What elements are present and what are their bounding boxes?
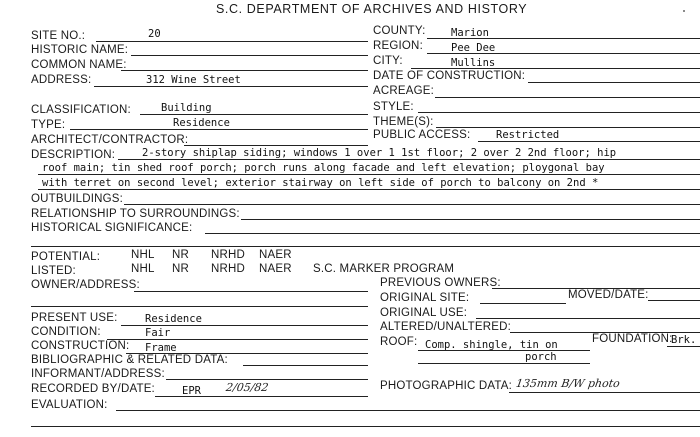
moved-date-line[interactable] (648, 300, 700, 301)
recorded-by-value[interactable]: EPR (182, 385, 201, 397)
themes-line[interactable] (436, 127, 700, 128)
bibliographic-label: BIBLIOGRAPHIC & RELATED DATA: (31, 354, 228, 366)
recorded-by-label: RECORDED BY/DATE: (31, 383, 155, 395)
type-value[interactable]: Residence (173, 117, 230, 129)
site-no-line (96, 41, 368, 42)
informant-line[interactable] (166, 379, 368, 380)
informant-label: INFORMANT/ADDRESS: (31, 368, 165, 380)
classification-value[interactable]: Building (161, 102, 212, 114)
potential-option-nr[interactable]: NR (172, 249, 190, 261)
date-of-construction-line[interactable] (528, 82, 700, 83)
relationship-line[interactable] (241, 219, 700, 220)
original-use-label: ORIGINAL USE: (380, 307, 468, 319)
previous-owners-label: PREVIOUS OWNERS: (380, 277, 501, 289)
style-line[interactable] (418, 112, 700, 113)
type-line (70, 129, 368, 130)
description-rule-2 (38, 174, 700, 175)
evaluation-label: EVALUATION: (31, 399, 108, 411)
original-site-label: ORIGINAL SITE: (380, 292, 470, 304)
foundation-value[interactable]: Brk. (671, 334, 697, 346)
section-divider (31, 246, 700, 247)
bibliographic-line[interactable] (243, 365, 368, 366)
potential-label: POTENTIAL: (31, 251, 101, 263)
listed-option-nrhd[interactable]: NRHD (211, 263, 246, 275)
present-use-label: PRESENT USE: (31, 312, 118, 324)
present-use-line (121, 325, 368, 326)
recorded-date-handwritten[interactable]: 2/05/82 (225, 381, 270, 394)
marker-program-label: S.C. MARKER PROGRAM (313, 263, 455, 275)
description-line-1[interactable]: 2-story shiplap siding; windows 1 over 1 1st floor; 2 over 2 2nd floor; hip (142, 147, 617, 159)
county-value[interactable]: Marion (451, 27, 489, 39)
construction-value[interactable]: Frame (145, 342, 177, 354)
region-value[interactable]: Pee Dee (451, 42, 496, 54)
county-label: COUNTY: (373, 25, 426, 37)
site-no-value[interactable]: 20 (148, 28, 161, 40)
roof-label: ROOF: (380, 336, 418, 348)
acreage-label: ACREAGE: (373, 85, 435, 97)
photographic-data-label: PHOTOGRAPHIC DATA: (380, 380, 513, 392)
address-value[interactable]: 312 Wine Street (146, 74, 241, 86)
condition-label: CONDITION: (31, 326, 101, 338)
description-rule-1 (118, 159, 700, 160)
original-use-line[interactable] (476, 318, 700, 319)
owner-address-line[interactable] (134, 291, 368, 292)
roof-value[interactable]: Comp. shingle, tin on (425, 339, 558, 351)
photographic-data-handwritten[interactable]: 135mm B/W photo (515, 377, 621, 390)
date-of-construction-label: DATE OF CONSTRUCTION: (373, 70, 526, 82)
roof-value-continued[interactable]: porch (525, 351, 557, 363)
city-value[interactable]: Mullins (451, 57, 496, 69)
description-line-2[interactable]: roof main; tin shed roof porch; porch runs along facade and left elevation; ploygonal bay (42, 162, 605, 174)
roof-line-2 (418, 363, 590, 364)
public-access-value[interactable]: Restricted (496, 129, 560, 141)
themes-label: THEME(S): (373, 116, 434, 128)
roof-line (418, 350, 590, 351)
public-access-line (478, 141, 700, 142)
moved-date-label: MOVED/DATE: (568, 289, 649, 301)
architect-label: ARCHITECT/CONTRACTOR: (31, 134, 189, 146)
description-label: DESCRIPTION: (31, 149, 116, 161)
region-line (427, 53, 700, 54)
style-label: STYLE: (373, 101, 414, 113)
outbuildings-line[interactable] (124, 204, 700, 205)
condition-value[interactable]: Fair (145, 327, 171, 339)
historical-significance-label: HISTORICAL SIGNIFICANCE: (31, 222, 193, 234)
potential-option-nrhd[interactable]: NRHD (211, 249, 246, 261)
listed-option-naer[interactable]: NAER (259, 263, 292, 275)
listed-option-nhl[interactable]: NHL (131, 263, 155, 275)
foundation-label: FOUNDATION: (592, 333, 673, 345)
city-label: CITY: (373, 55, 403, 67)
original-site-line[interactable] (480, 303, 566, 304)
public-access-label: PUBLIC ACCESS: (373, 129, 471, 141)
owner-address-line-2[interactable] (31, 306, 368, 307)
outbuildings-label: OUTBUILDINGS: (31, 193, 124, 205)
county-line (427, 38, 700, 39)
altered-label: ALTERED/UNALTERED: (380, 321, 511, 333)
recorded-by-line (155, 396, 368, 397)
address-line (94, 86, 368, 87)
potential-option-nhl[interactable]: NHL (131, 249, 155, 261)
construction-label: CONSTRUCTION: (31, 340, 130, 352)
listed-option-nr[interactable]: NR (172, 263, 190, 275)
description-rule-3 (38, 189, 700, 190)
site-no-label: SITE NO.: (31, 30, 86, 42)
city-line (411, 68, 700, 69)
evaluation-line-2[interactable] (31, 426, 700, 427)
historical-significance-line[interactable] (205, 233, 700, 234)
address-label: ADDRESS: (31, 74, 92, 86)
evaluation-line[interactable] (116, 410, 700, 411)
page-title: S.C. DEPARTMENT OF ARCHIVES AND HISTORY (216, 2, 528, 16)
photographic-data-line (509, 392, 700, 393)
classification-line (140, 114, 368, 115)
owner-address-label: OWNER/ADDRESS: (31, 279, 140, 291)
potential-option-naer[interactable]: NAER (259, 249, 292, 261)
listed-label: LISTED: (31, 265, 76, 277)
classification-label: CLASSIFICATION: (31, 104, 131, 116)
description-line-3[interactable]: with terret on second level; exterior stairway on left side of porch to balcony on 2nd * (42, 177, 599, 189)
relationship-label: RELATIONSHIP TO SURROUNDINGS: (31, 208, 240, 220)
present-use-value[interactable]: Residence (145, 313, 202, 325)
common-name-line[interactable] (121, 70, 368, 71)
common-name-label: COMMON NAME: (31, 59, 127, 71)
historic-name-line[interactable] (131, 55, 368, 56)
acreage-line[interactable] (435, 97, 700, 98)
condition-line (107, 339, 368, 340)
historic-name-label: HISTORIC NAME: (31, 44, 129, 56)
architect-line[interactable] (184, 145, 368, 146)
region-label: REGION: (373, 40, 423, 52)
foundation-line (667, 346, 700, 347)
type-label: TYPE: (31, 119, 66, 131)
scan-speck (683, 10, 685, 12)
